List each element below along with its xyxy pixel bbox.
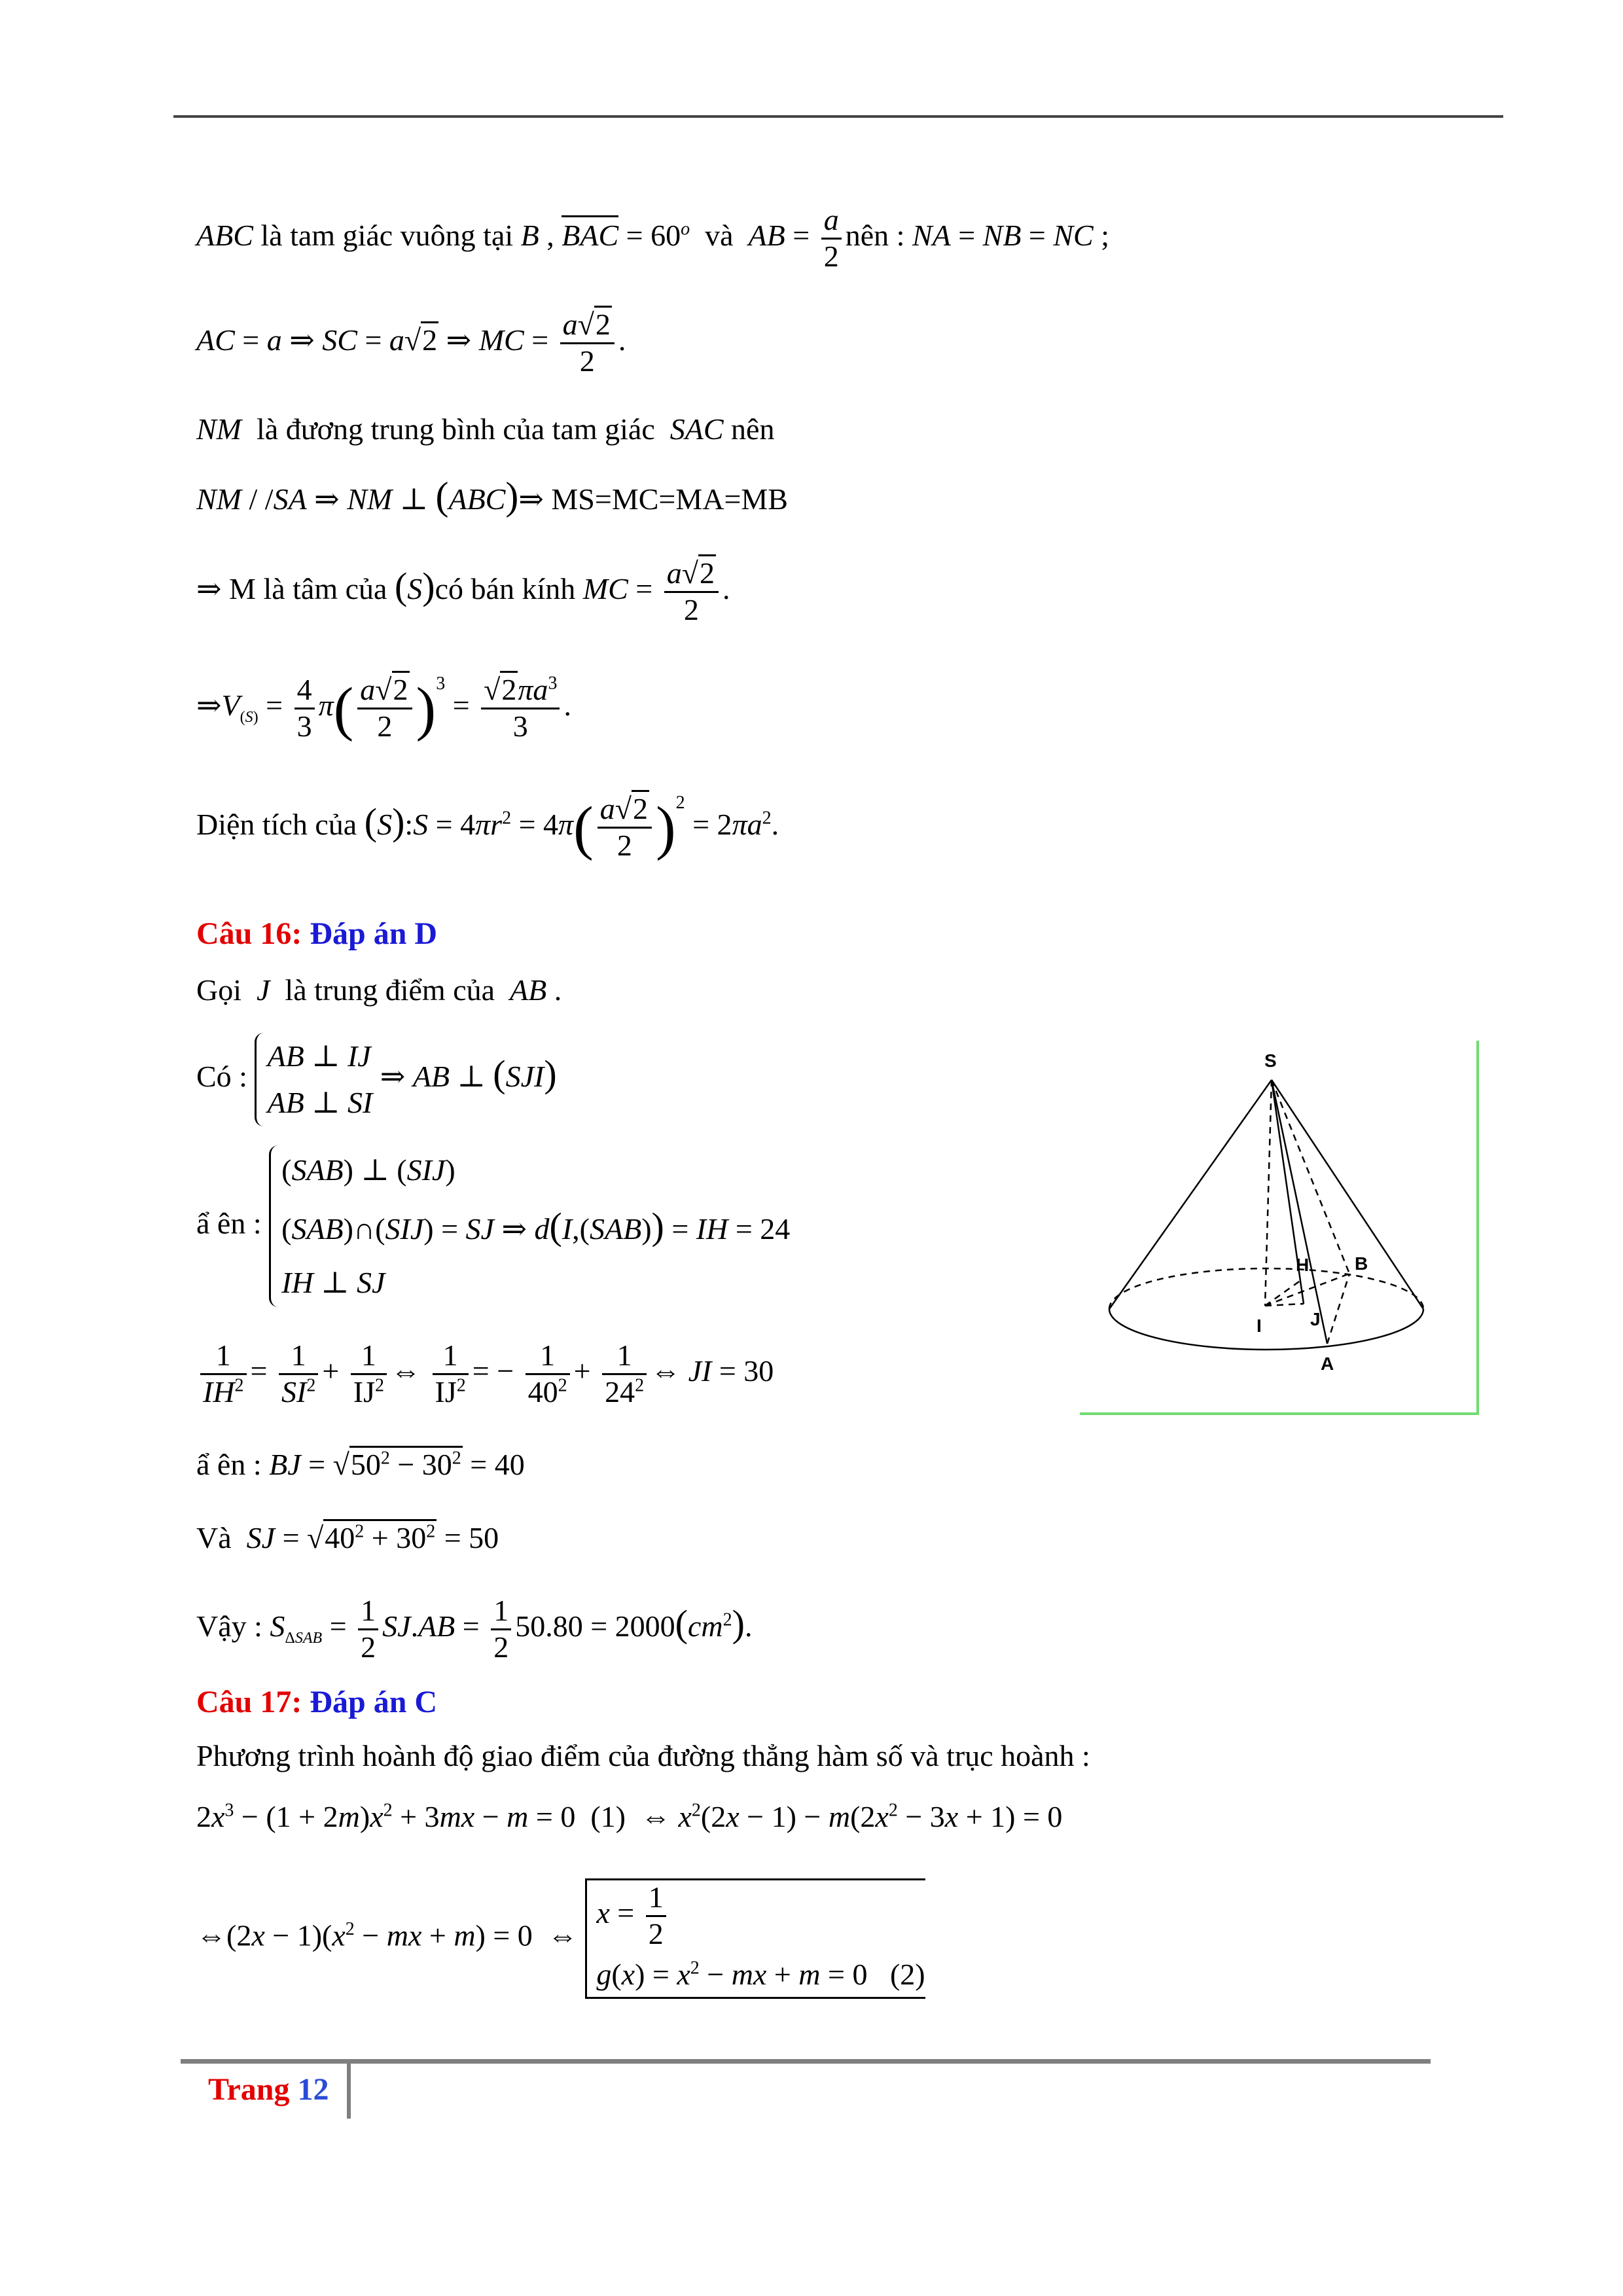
- segment-ab: [1327, 1274, 1349, 1344]
- line-area-result: Vậy : $S_{\Delta SAB}$ = $\frac{1}{2}$ SJ.AB = $\frac{1}{2}$ $50.80 = 2000(cm^2)$.: [196, 1594, 753, 1664]
- label-s: S: [1264, 1050, 1277, 1071]
- footer-rule: [181, 2059, 1431, 2064]
- line-distance-system: ẩ ên : (SAB) ⊥ (SIJ) (SAB)∩(SIJ) = SJ ⇒ d(I,(SAB)) = IH = 24 IH ⊥ SJ: [196, 1145, 790, 1307]
- line-nm-midline: NM là đương trung bình của tam giác SAC nên: [196, 412, 775, 446]
- segment-ih: [1265, 1280, 1301, 1306]
- cone-svg: [1080, 1041, 1476, 1412]
- line-equation-1: $2x^3 - (1 + 2m)x^2 + 3mx - m = 0$ (1) ⇔ $x^2(2x - 1) - m(2x^2 - 3x + 1) = 0$: [196, 1800, 1063, 1833]
- line-nm-parallel: NM / /SA ⇒ NM ⊥ (ABC)⇒ MS=MC=MA=MB: [196, 475, 788, 518]
- segment-sa: [1272, 1080, 1327, 1344]
- line-let-j: Gọi J là trung điểm của AB .: [196, 973, 562, 1007]
- segment-sb: [1272, 1080, 1349, 1274]
- line-center-radius: ⇒ M là tâm của (S)có bán kính MC = $\frac{a√2}{2}$ .: [196, 556, 730, 628]
- line-ac-sc-mc: AC = a ⇒ SC = a√2 ⇒ MC = $\frac{a√2}{2}$ .: [196, 308, 626, 379]
- page-footer: Trang 12: [208, 2072, 329, 2107]
- cone-side-left: [1109, 1080, 1272, 1309]
- line-bj: ẩ ên : BJ = $√50^2 - 30^2 = 40$: [196, 1446, 525, 1482]
- label-j: J: [1310, 1309, 1321, 1329]
- line-volume: $\Rightarrow V_{(S)}$ = $\frac{4}{3}$ π( $\frac{a√2}{2}$ )$^3$ = $\frac{√2\pi a^3}{3}$ .: [196, 673, 571, 744]
- segment-ib: [1265, 1274, 1349, 1306]
- cone-diagram: [1080, 1041, 1479, 1415]
- base-ellipse-front: [1109, 1309, 1423, 1350]
- line-sj: Và SJ = $√40^2 + 30^2 = 50$: [196, 1520, 499, 1556]
- segment-si: [1265, 1080, 1272, 1306]
- question-17-heading: Câu 17: Đáp án C: [196, 1685, 438, 1719]
- label-i: I: [1257, 1316, 1262, 1336]
- question-16-heading: Câu 16: Đáp án D: [196, 916, 438, 951]
- line-abc-right-triangle: ABC là tam giác vuông tại B , BAC = $60^o$ và AB = $\frac{a}{2}$ nên : NA = NB = NC ;: [196, 203, 1110, 273]
- label-b: B: [1355, 1253, 1368, 1274]
- line-equation-description: Phương trình hoành độ giao điểm của đường thẳng hàm số và trục hoành :: [196, 1739, 1090, 1772]
- line-factorised: ⇔(2x − $1)(x^2$ − mx + m) = 0 ⇔ x = $\frac{1}{2}$ $g(x) = x^2$ − mx + m = 0 (2): [196, 1878, 925, 1999]
- line-perpendicular-system: Có : AB ⊥ IJ AB ⊥ SI ⇒ AB ⊥ (SJI): [196, 1033, 557, 1126]
- footer-divider: [347, 2064, 351, 2119]
- line-inverse-squares: $\frac{1}{IH^2}$ = $\frac{1}{SI^2}$ + $\frac{1}{IJ^2}$ ⇔ $\frac{1}{IJ^2}$ = − $\frac{1}{40^2}$ + $\frac{1}{24^2}$ ⇔ JI = 30: [196, 1338, 774, 1410]
- label-h: H: [1296, 1255, 1310, 1275]
- label-a: A: [1321, 1354, 1334, 1374]
- line-surface-area: Diện tích của (S):S = $4\pi r^2 = 4\pi$( $\frac{a√2}{2}$ )$^2 = 2\pi a^2$.: [196, 792, 779, 863]
- header-rule: [173, 115, 1503, 118]
